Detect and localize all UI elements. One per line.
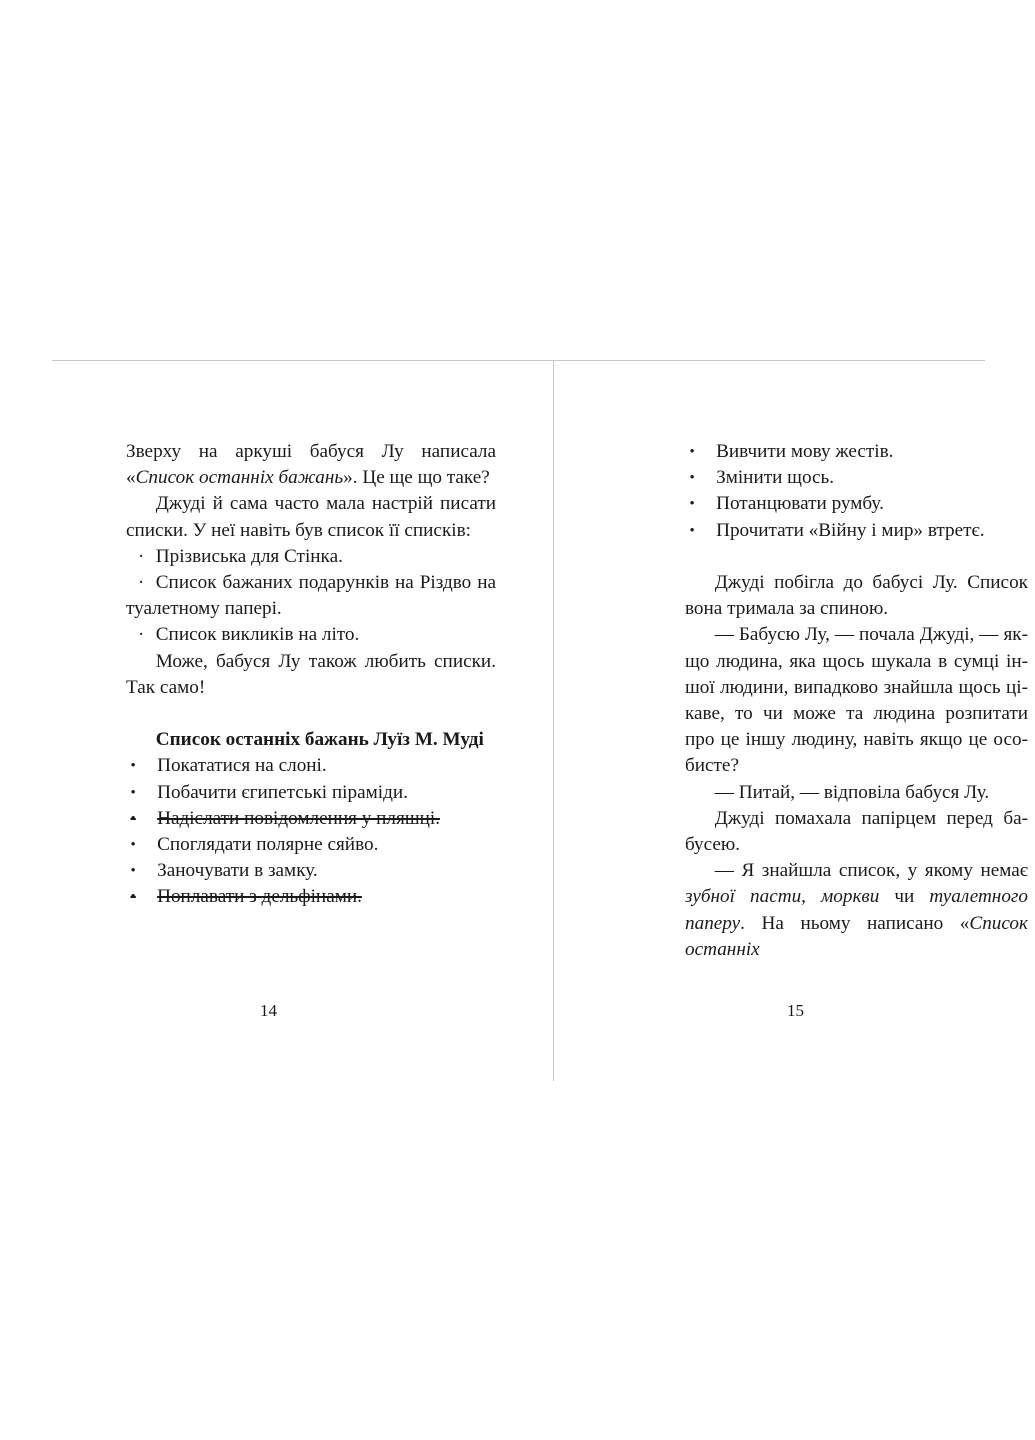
page-number-right: 15 [787, 1001, 804, 1020]
bullet-icon: • [689, 444, 695, 460]
paragraph-opening [126, 439, 496, 491]
italic-carrots: моркви [821, 886, 880, 908]
list-item [685, 439, 1028, 465]
paragraph-dialogue-ask: — Питай, — відповіла бабуся Лу. [714, 781, 990, 803]
found-list-part3: чи [879, 886, 930, 908]
paragraph-judy-waved: Джуді помахала папірцем перед бабусею. [685, 807, 1028, 856]
list-item-label: Вивчити мову жестів. [716, 441, 894, 462]
list-item-label: Змінити щось. [716, 467, 835, 489]
list-item-label: Прізвиська для Стінка. [155, 545, 343, 567]
paragraph-opening-part2: ». Це ще що таке? [343, 467, 490, 489]
book-spread [52, 360, 1029, 1080]
bullet-icon: • [689, 522, 695, 539]
list-item-label: Надіслати повідомлення у пляшці. [157, 807, 440, 829]
list-item-label: Потанцювати румбу. [716, 493, 884, 515]
italic-toothpaste: зубної пасти [685, 886, 802, 908]
judy-sublist [126, 544, 496, 649]
page-right-textblock [685, 439, 1028, 963]
paragraph-judy-ran: Джуді побігла до бабусі Лу. Список вона тримала за спиною. [685, 572, 1028, 620]
list-item [126, 753, 496, 779]
wish-list-continued [685, 439, 1028, 544]
list-item-label: Список викликів на літо. [155, 624, 360, 646]
found-list-part4: . На ньому написано « [740, 912, 970, 934]
list-item-struck [126, 806, 496, 832]
paragraph-opening-part1: Зверху на аркуші бабуся Лу написала « [126, 441, 496, 489]
list-item [126, 858, 496, 884]
paragraph-found-list [685, 858, 1028, 963]
bullet-icon: • [689, 470, 695, 487]
bullet-icon: • [130, 837, 136, 854]
middot-icon: · [137, 572, 145, 594]
bullet-icon: • [689, 496, 695, 513]
found-list-part2: , [801, 886, 822, 908]
wish-list-heading: Список останніх бажань Луїз М. Муді [155, 729, 484, 751]
page-left [52, 361, 553, 1081]
page-number-left: 14 [260, 1001, 277, 1020]
list-item [126, 622, 496, 648]
list-item-label: Заночувати в замку. [157, 860, 318, 882]
bullet-icon: • [130, 863, 136, 880]
list-item [685, 465, 1028, 491]
italic-list-title: Список останніх [685, 912, 1028, 960]
book-title-italic: Список останніх бажань [135, 467, 344, 489]
italic-toilet-paper: туалетного паперу [685, 886, 1029, 934]
bullet-icon: • [130, 889, 136, 906]
list-item [126, 832, 496, 858]
list-item-label: Поплавати з дельфінами. [157, 886, 362, 908]
page-left-textblock [126, 439, 496, 911]
list-item-struck [126, 884, 496, 910]
list-item-label: Список бажаних подарунків на Різдво на туалетному папері. [126, 572, 496, 620]
bullet-icon: • [130, 784, 136, 801]
paragraph-maybe-grandma: Може, бабуся Лу також любить списки. Так само! [126, 650, 496, 698]
paragraph-judy-lists: Джуді й сама часто мала настрій писати списки. У неї навіть був список її списків: [126, 493, 496, 541]
paragraph-dialogue-question: — Бабусю Лу, — почала Джуді, — якщо людина, яка щось шукала в сумці іншої людини, випадково знайшла щось цікаве, то чи може та людина розпитати про це іншу людину, навіть якщо це особисте? [685, 624, 1028, 777]
bullet-icon: • [130, 810, 136, 827]
list-item-label: Покататися на слоні. [157, 755, 327, 777]
wish-list [126, 753, 496, 910]
list-item [126, 570, 496, 622]
paragraph-spacer [685, 544, 1028, 570]
list-item-label: Споглядати полярне сяйво. [157, 834, 379, 856]
list-item [126, 544, 496, 570]
found-list-part1: — Я знайшла список, у якому немає [714, 860, 1028, 882]
list-item-label: Прочитати «Війну і мир» втретє. [716, 519, 985, 541]
list-item-label: Побачити єгипетські піраміди. [157, 781, 408, 803]
list-item [685, 491, 1028, 517]
paragraph-spacer [126, 701, 496, 727]
bullet-icon: • [130, 758, 136, 775]
page-right [554, 361, 1029, 1081]
list-item [685, 518, 1028, 544]
middot-icon: · [137, 545, 145, 567]
list-item [126, 780, 496, 806]
middot-icon: · [137, 624, 145, 646]
